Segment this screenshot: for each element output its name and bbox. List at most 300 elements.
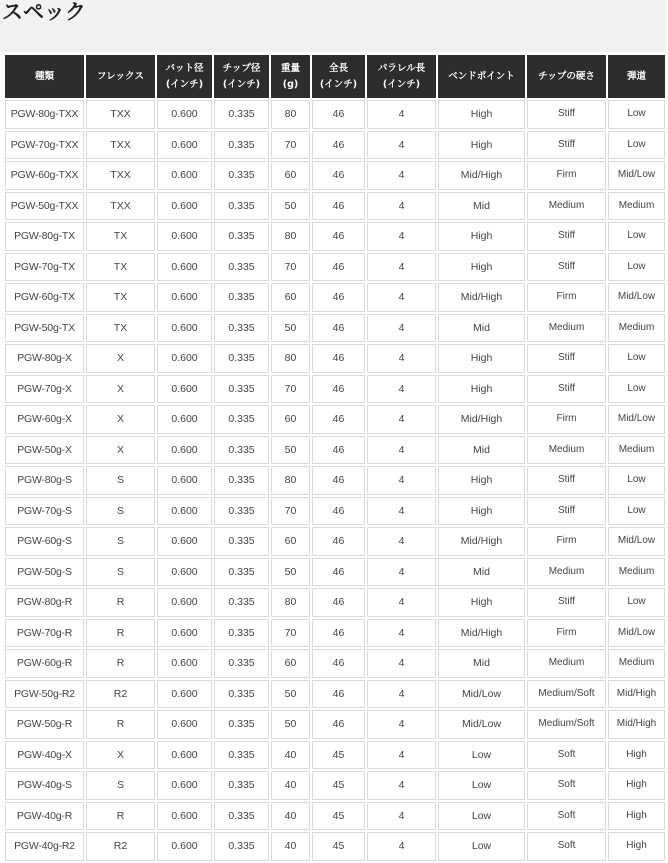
table-row	[5, 405, 665, 434]
cell-butt: 0.600	[157, 710, 212, 739]
cell-stiffness: Firm	[527, 527, 606, 556]
cell-model: PGW-60g-R	[5, 649, 84, 678]
cell-weight: 70	[271, 375, 310, 404]
cell-flex: TX	[86, 222, 155, 251]
cell-butt: 0.600	[157, 497, 212, 526]
cell-weight: 40	[271, 802, 310, 831]
cell-bend: High	[438, 131, 525, 160]
cell-parallel: 4	[367, 680, 436, 709]
cell-rebound: Mid/High	[608, 710, 665, 739]
cell-model: PGW-70g-TXX	[5, 131, 84, 160]
cell-length: 46	[312, 344, 365, 373]
column-header-line: (g)	[282, 78, 299, 90]
cell-model: PGW-50g-R	[5, 710, 84, 739]
cell-weight: 80	[271, 100, 310, 129]
cell-stiffness: Stiff	[527, 466, 606, 495]
cell-bend: High	[438, 344, 525, 373]
cell-bend: High	[438, 375, 525, 404]
column-header-line: 弾道	[626, 70, 646, 82]
cell-stiffness: Stiff	[527, 253, 606, 282]
cell-rebound: Low	[608, 466, 665, 495]
cell-stiffness: Medium	[527, 436, 606, 465]
cell-rebound: Mid/Low	[608, 619, 665, 648]
cell-parallel: 4	[367, 283, 436, 312]
column-header-line: フレックス	[97, 70, 144, 82]
cell-parallel: 4	[367, 558, 436, 587]
cell-flex: R2	[86, 832, 155, 861]
cell-length: 46	[312, 588, 365, 617]
cell-stiffness: Stiff	[527, 497, 606, 526]
cell-rebound: Low	[608, 588, 665, 617]
column-header-bend	[438, 55, 525, 98]
table-row	[5, 314, 665, 343]
cell-stiffness: Soft	[527, 802, 606, 831]
cell-bend: High	[438, 253, 525, 282]
cell-length: 46	[312, 405, 365, 434]
cell-length: 46	[312, 375, 365, 404]
table-row	[5, 497, 665, 526]
column-header-line: (インチ)	[382, 78, 421, 90]
cell-bend: Mid	[438, 436, 525, 465]
cell-model: PGW-80g-X	[5, 344, 84, 373]
cell-weight: 50	[271, 314, 310, 343]
cell-weight: 80	[271, 222, 310, 251]
cell-tip: 0.335	[214, 832, 269, 861]
cell-weight: 60	[271, 527, 310, 556]
cell-parallel: 4	[367, 619, 436, 648]
cell-weight: 70	[271, 497, 310, 526]
cell-stiffness: Firm	[527, 283, 606, 312]
cell-flex: X	[86, 375, 155, 404]
cell-length: 46	[312, 497, 365, 526]
cell-parallel: 4	[367, 100, 436, 129]
cell-length: 46	[312, 619, 365, 648]
cell-length: 46	[312, 710, 365, 739]
table-row	[5, 131, 665, 160]
cell-butt: 0.600	[157, 314, 212, 343]
cell-rebound: Mid/High	[608, 680, 665, 709]
cell-rebound: Mid/Low	[608, 283, 665, 312]
cell-model: PGW-70g-X	[5, 375, 84, 404]
cell-flex: TX	[86, 253, 155, 282]
cell-model: PGW-40g-R2	[5, 832, 84, 861]
cell-flex: X	[86, 741, 155, 770]
table-row	[5, 161, 665, 190]
column-header-model	[5, 55, 84, 98]
cell-bend: Mid	[438, 192, 525, 221]
cell-tip: 0.335	[214, 680, 269, 709]
cell-stiffness: Stiff	[527, 100, 606, 129]
cell-flex: TXX	[86, 161, 155, 190]
cell-weight: 50	[271, 192, 310, 221]
cell-parallel: 4	[367, 710, 436, 739]
cell-bend: Low	[438, 741, 525, 770]
cell-butt: 0.600	[157, 649, 212, 678]
column-header-line: パラレル長	[377, 62, 426, 74]
cell-rebound: Medium	[608, 649, 665, 678]
cell-bend: Mid/Low	[438, 680, 525, 709]
cell-length: 46	[312, 253, 365, 282]
cell-flex: R	[86, 649, 155, 678]
cell-parallel: 4	[367, 222, 436, 251]
cell-tip: 0.335	[214, 405, 269, 434]
table-row	[5, 832, 665, 861]
cell-rebound: Low	[608, 253, 665, 282]
cell-butt: 0.600	[157, 405, 212, 434]
cell-bend: Mid/High	[438, 405, 525, 434]
cell-stiffness: Medium	[527, 192, 606, 221]
cell-tip: 0.335	[214, 253, 269, 282]
cell-butt: 0.600	[157, 832, 212, 861]
cell-model: PGW-80g-TX	[5, 222, 84, 251]
cell-parallel: 4	[367, 832, 436, 861]
cell-weight: 80	[271, 466, 310, 495]
cell-parallel: 4	[367, 741, 436, 770]
cell-stiffness: Firm	[527, 619, 606, 648]
cell-flex: X	[86, 436, 155, 465]
cell-length: 46	[312, 558, 365, 587]
cell-butt: 0.600	[157, 283, 212, 312]
cell-parallel: 4	[367, 497, 436, 526]
cell-flex: R	[86, 588, 155, 617]
table-row	[5, 649, 665, 678]
cell-rebound: Mid/Low	[608, 405, 665, 434]
cell-tip: 0.335	[214, 283, 269, 312]
cell-bend: Low	[438, 832, 525, 861]
cell-weight: 70	[271, 131, 310, 160]
cell-stiffness: Stiff	[527, 222, 606, 251]
cell-flex: TX	[86, 314, 155, 343]
cell-rebound: Low	[608, 100, 665, 129]
cell-butt: 0.600	[157, 253, 212, 282]
cell-weight: 50	[271, 710, 310, 739]
column-header-stiffness	[527, 55, 606, 98]
cell-butt: 0.600	[157, 466, 212, 495]
cell-flex: R	[86, 619, 155, 648]
column-header-line: 種類	[34, 70, 54, 82]
cell-length: 46	[312, 527, 365, 556]
cell-tip: 0.335	[214, 497, 269, 526]
column-header-line: チップ径	[222, 62, 261, 74]
cell-stiffness: Soft	[527, 741, 606, 770]
cell-flex: S	[86, 497, 155, 526]
cell-parallel: 4	[367, 131, 436, 160]
cell-length: 46	[312, 466, 365, 495]
table-row	[5, 375, 665, 404]
cell-flex: TXX	[86, 100, 155, 129]
cell-length: 46	[312, 680, 365, 709]
cell-model: PGW-80g-S	[5, 466, 84, 495]
cell-length: 45	[312, 802, 365, 831]
cell-parallel: 4	[367, 161, 436, 190]
cell-parallel: 4	[367, 344, 436, 373]
cell-flex: R2	[86, 680, 155, 709]
cell-stiffness: Firm	[527, 405, 606, 434]
cell-flex: S	[86, 558, 155, 587]
cell-tip: 0.335	[214, 619, 269, 648]
cell-bend: High	[438, 588, 525, 617]
table-row	[5, 588, 665, 617]
cell-model: PGW-40g-R	[5, 802, 84, 831]
cell-tip: 0.335	[214, 436, 269, 465]
cell-length: 46	[312, 222, 365, 251]
cell-bend: Mid/High	[438, 619, 525, 648]
cell-parallel: 4	[367, 405, 436, 434]
cell-butt: 0.600	[157, 131, 212, 160]
cell-model: PGW-80g-R	[5, 588, 84, 617]
cell-parallel: 4	[367, 771, 436, 800]
cell-length: 46	[312, 314, 365, 343]
cell-tip: 0.335	[214, 314, 269, 343]
cell-butt: 0.600	[157, 588, 212, 617]
cell-bend: High	[438, 497, 525, 526]
cell-model: PGW-50g-X	[5, 436, 84, 465]
table-row	[5, 436, 665, 465]
cell-stiffness: Soft	[527, 771, 606, 800]
cell-butt: 0.600	[157, 192, 212, 221]
cell-rebound: Low	[608, 344, 665, 373]
cell-model: PGW-70g-S	[5, 497, 84, 526]
cell-rebound: Medium	[608, 192, 665, 221]
column-header-tip	[214, 55, 269, 98]
cell-weight: 40	[271, 741, 310, 770]
cell-parallel: 4	[367, 527, 436, 556]
table-row	[5, 222, 665, 251]
column-header-line: 全長	[328, 62, 348, 74]
cell-butt: 0.600	[157, 222, 212, 251]
table-row	[5, 253, 665, 282]
cell-stiffness: Stiff	[527, 131, 606, 160]
cell-model: PGW-60g-TXX	[5, 161, 84, 190]
cell-tip: 0.335	[214, 344, 269, 373]
cell-butt: 0.600	[157, 375, 212, 404]
cell-weight: 50	[271, 558, 310, 587]
cell-length: 46	[312, 283, 365, 312]
table-row	[5, 344, 665, 373]
cell-rebound: Medium	[608, 314, 665, 343]
cell-flex: X	[86, 405, 155, 434]
cell-butt: 0.600	[157, 344, 212, 373]
cell-bend: High	[438, 222, 525, 251]
cell-flex: S	[86, 527, 155, 556]
cell-tip: 0.335	[214, 771, 269, 800]
cell-tip: 0.335	[214, 375, 269, 404]
cell-butt: 0.600	[157, 680, 212, 709]
column-header-flex	[86, 55, 155, 98]
column-header-line: (インチ)	[222, 78, 261, 90]
cell-tip: 0.335	[214, 649, 269, 678]
cell-parallel: 4	[367, 192, 436, 221]
cell-model: PGW-40g-S	[5, 771, 84, 800]
column-header-line: (インチ)	[319, 78, 358, 90]
cell-length: 46	[312, 649, 365, 678]
cell-length: 46	[312, 100, 365, 129]
cell-rebound: High	[608, 741, 665, 770]
cell-rebound: High	[608, 832, 665, 861]
cell-parallel: 4	[367, 649, 436, 678]
cell-stiffness: Medium	[527, 314, 606, 343]
cell-weight: 80	[271, 588, 310, 617]
cell-model: PGW-70g-TX	[5, 253, 84, 282]
cell-butt: 0.600	[157, 558, 212, 587]
cell-flex: TXX	[86, 192, 155, 221]
cell-rebound: Mid/Low	[608, 161, 665, 190]
cell-tip: 0.335	[214, 100, 269, 129]
cell-weight: 60	[271, 161, 310, 190]
cell-stiffness: Stiff	[527, 588, 606, 617]
cell-parallel: 4	[367, 466, 436, 495]
cell-length: 46	[312, 161, 365, 190]
cell-butt: 0.600	[157, 161, 212, 190]
column-header-line: ベンドポイント	[448, 70, 515, 82]
cell-weight: 40	[271, 832, 310, 861]
cell-model: PGW-70g-R	[5, 619, 84, 648]
cell-stiffness: Medium/Soft	[527, 710, 606, 739]
cell-weight: 60	[271, 649, 310, 678]
cell-bend: High	[438, 466, 525, 495]
cell-model: PGW-60g-S	[5, 527, 84, 556]
cell-tip: 0.335	[214, 802, 269, 831]
cell-bend: Mid/High	[438, 527, 525, 556]
cell-rebound: Low	[608, 497, 665, 526]
cell-butt: 0.600	[157, 741, 212, 770]
table-row	[5, 771, 665, 800]
table-row	[5, 100, 665, 129]
column-header-rebound	[608, 55, 665, 98]
cell-model: PGW-60g-TX	[5, 283, 84, 312]
cell-rebound: High	[608, 802, 665, 831]
cell-stiffness: Medium/Soft	[527, 680, 606, 709]
cell-rebound: Low	[608, 222, 665, 251]
table-row	[5, 192, 665, 221]
cell-bend: Low	[438, 771, 525, 800]
table-row	[5, 527, 665, 556]
cell-bend: Mid	[438, 314, 525, 343]
table-row	[5, 466, 665, 495]
cell-weight: 70	[271, 253, 310, 282]
cell-flex: TX	[86, 283, 155, 312]
cell-rebound: Medium	[608, 558, 665, 587]
table-body	[5, 100, 665, 861]
cell-model: PGW-50g-TX	[5, 314, 84, 343]
cell-butt: 0.600	[157, 100, 212, 129]
table-row	[5, 558, 665, 587]
table-row	[5, 283, 665, 312]
cell-length: 45	[312, 741, 365, 770]
cell-length: 46	[312, 131, 365, 160]
cell-bend: Mid/Low	[438, 710, 525, 739]
cell-parallel: 4	[367, 436, 436, 465]
cell-rebound: High	[608, 771, 665, 800]
cell-parallel: 4	[367, 588, 436, 617]
cell-butt: 0.600	[157, 619, 212, 648]
cell-parallel: 4	[367, 253, 436, 282]
cell-tip: 0.335	[214, 558, 269, 587]
table-header-row	[5, 55, 665, 98]
cell-stiffness: Stiff	[527, 375, 606, 404]
column-header-line: チップの硬さ	[538, 70, 595, 82]
cell-stiffness: Medium	[527, 649, 606, 678]
cell-rebound: Mid/Low	[608, 527, 665, 556]
cell-stiffness: Medium	[527, 558, 606, 587]
cell-butt: 0.600	[157, 527, 212, 556]
cell-weight: 70	[271, 619, 310, 648]
cell-bend: Mid/High	[438, 161, 525, 190]
table-row	[5, 680, 665, 709]
cell-tip: 0.335	[214, 131, 269, 160]
cell-parallel: 4	[367, 375, 436, 404]
section-header-band	[0, 0, 666, 52]
section-title: スペック	[2, 0, 86, 24]
column-header-length	[312, 55, 365, 98]
cell-flex: R	[86, 802, 155, 831]
cell-tip: 0.335	[214, 466, 269, 495]
cell-length: 45	[312, 832, 365, 861]
cell-weight: 60	[271, 405, 310, 434]
cell-weight: 50	[271, 436, 310, 465]
cell-tip: 0.335	[214, 527, 269, 556]
cell-rebound: Medium	[608, 436, 665, 465]
table-row	[5, 619, 665, 648]
cell-flex: S	[86, 771, 155, 800]
cell-model: PGW-50g-TXX	[5, 192, 84, 221]
cell-model: PGW-80g-TXX	[5, 100, 84, 129]
cell-length: 45	[312, 771, 365, 800]
column-header-line: 重量	[280, 62, 300, 74]
column-header-line: バット径	[165, 62, 204, 74]
column-header-line: (インチ)	[165, 78, 204, 90]
cell-butt: 0.600	[157, 802, 212, 831]
cell-tip: 0.335	[214, 222, 269, 251]
table-row	[5, 710, 665, 739]
cell-tip: 0.335	[214, 161, 269, 190]
cell-bend: High	[438, 100, 525, 129]
cell-model: PGW-60g-X	[5, 405, 84, 434]
cell-stiffness: Soft	[527, 832, 606, 861]
spec-table	[3, 53, 667, 863]
cell-rebound: Low	[608, 131, 665, 160]
cell-bend: Mid	[438, 649, 525, 678]
cell-butt: 0.600	[157, 436, 212, 465]
table-row	[5, 741, 665, 770]
cell-tip: 0.335	[214, 741, 269, 770]
cell-bend: Low	[438, 802, 525, 831]
cell-butt: 0.600	[157, 771, 212, 800]
column-header-weight	[271, 55, 310, 98]
cell-bend: Mid/High	[438, 283, 525, 312]
cell-length: 46	[312, 436, 365, 465]
cell-stiffness: Stiff	[527, 344, 606, 373]
cell-flex: R	[86, 710, 155, 739]
cell-weight: 40	[271, 771, 310, 800]
cell-stiffness: Firm	[527, 161, 606, 190]
table-row	[5, 802, 665, 831]
cell-length: 46	[312, 192, 365, 221]
cell-bend: Mid	[438, 558, 525, 587]
cell-tip: 0.335	[214, 192, 269, 221]
cell-weight: 80	[271, 344, 310, 373]
cell-parallel: 4	[367, 314, 436, 343]
cell-rebound: Low	[608, 375, 665, 404]
cell-flex: TXX	[86, 131, 155, 160]
cell-flex: S	[86, 466, 155, 495]
cell-tip: 0.335	[214, 710, 269, 739]
cell-weight: 60	[271, 283, 310, 312]
cell-tip: 0.335	[214, 588, 269, 617]
cell-flex: X	[86, 344, 155, 373]
cell-model: PGW-40g-X	[5, 741, 84, 770]
cell-weight: 50	[271, 680, 310, 709]
